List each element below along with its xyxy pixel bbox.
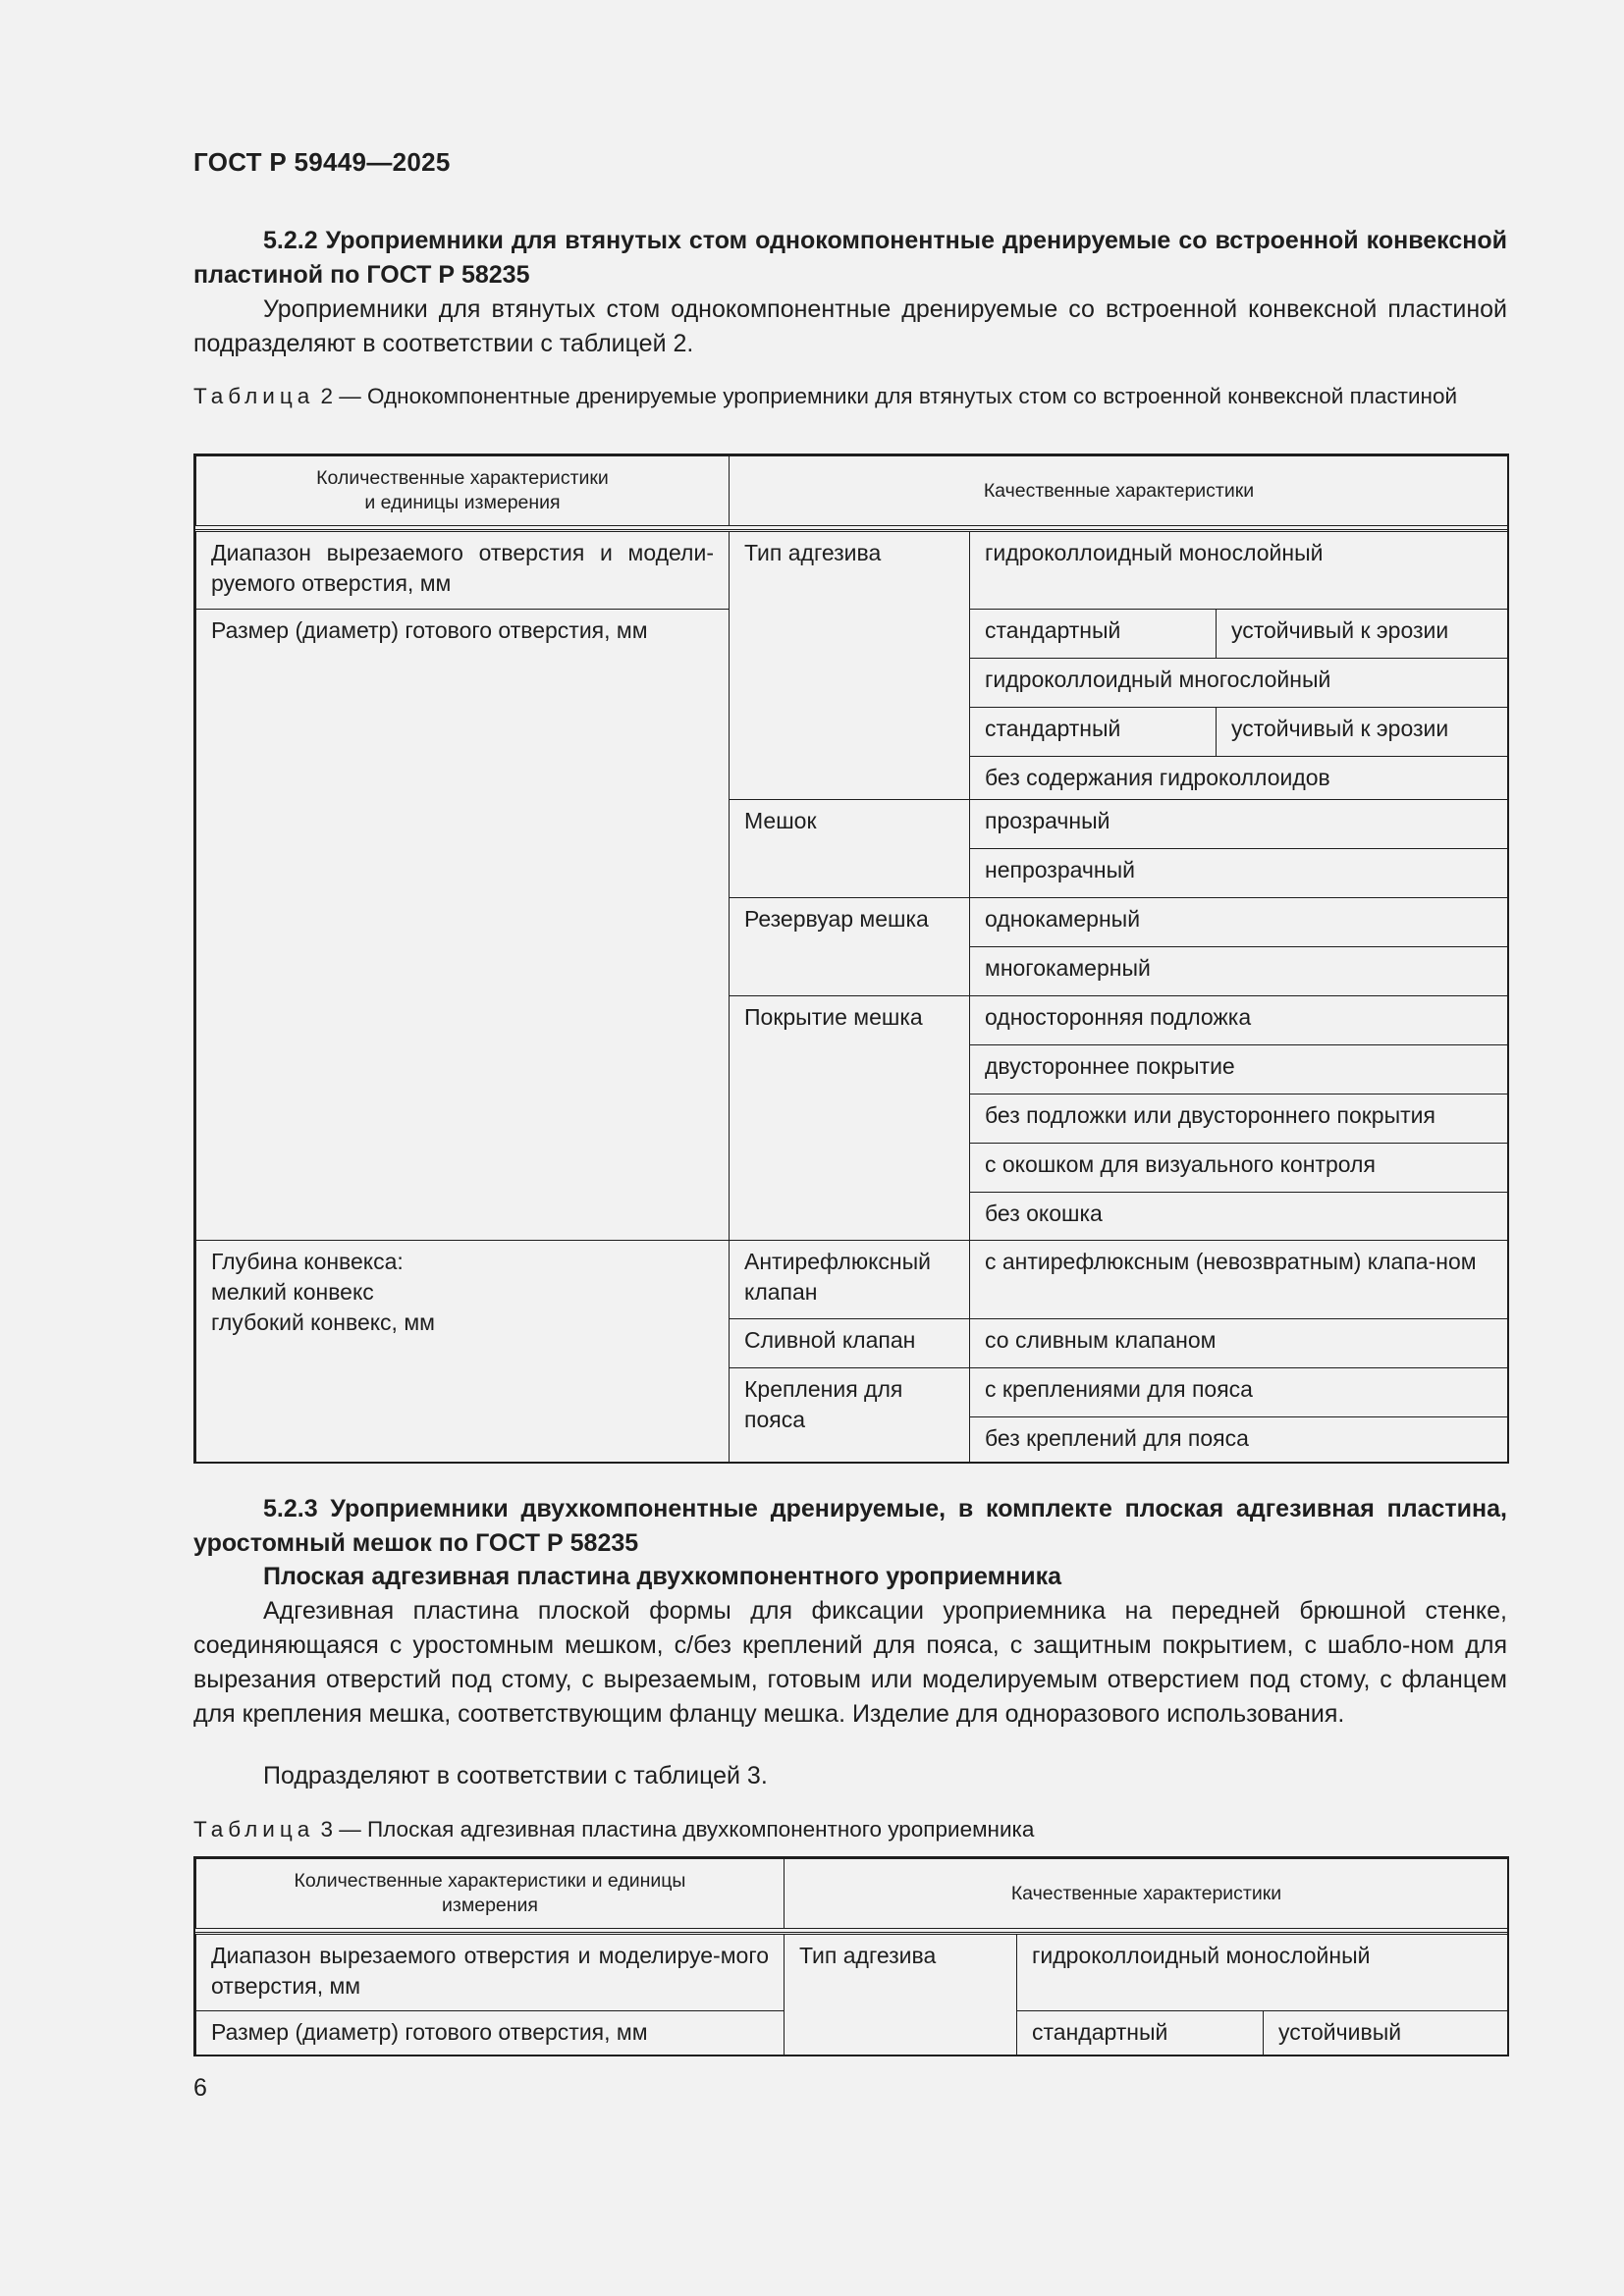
table-2-caption-word: Таблица xyxy=(193,384,315,408)
page-number: 6 xyxy=(193,2074,207,2102)
table-3-quant-cell: Диапазон вырезаемого отверстия и моделируе-мого отверстия, мм xyxy=(195,1934,785,2011)
table-2-value-cell: без подложки или двустороннего покрытия xyxy=(969,1094,1509,1144)
table-2-value-cell: со сливным клапаном xyxy=(969,1318,1509,1368)
table-2-value-cell: устойчивый к эрозии xyxy=(1216,609,1509,659)
table-2-value-cell: устойчивый к эрозии xyxy=(1216,707,1509,757)
table-2-value-cell: стандартный xyxy=(969,707,1217,757)
table-2-quant-cell: Глубина конвекса: мелкий конвекс глубокий конвекс, мм xyxy=(195,1240,730,1464)
table-2-header-qualitative: Качественные характеристики xyxy=(729,455,1509,526)
table-2-group-cell: Мешок xyxy=(729,799,970,898)
table-3-value-cell: устойчивый xyxy=(1263,2010,1509,2056)
table-3-caption-word: Таблица xyxy=(193,1817,315,1842)
table-3-group-cell: Тип адгезива xyxy=(784,1934,1017,2056)
section-5-2-2-body: Уроприемники для втянутых стом однокомпонентные дренируемые со встроенной конвексной пластиной подразделяют в соответствии с таблицей 2. xyxy=(193,295,1507,357)
table-3-value-cell: стандартный xyxy=(1016,2010,1264,2056)
table-2-group-cell: Покрытие мешка xyxy=(729,995,970,1241)
table-2-group-cell: Антирефлюксный клапан xyxy=(729,1240,970,1319)
table-2-quant-cell: Диапазон вырезаемого отверстия и модели-руемого отверстия, мм xyxy=(195,531,730,610)
table-2-header-divider xyxy=(195,529,1509,530)
section-5-2-2-heading: 5.2.2 Уроприемники для втянутых стом однокомпонентные дренируемые со встроенной конвексной пластиной по ГОСТ Р 58235 xyxy=(193,227,1507,289)
table-2-value-cell: с антирефлюксным (невозвратным) клапа-ном xyxy=(969,1240,1509,1319)
table-2-group-cell: Крепления для пояса xyxy=(729,1367,970,1464)
table-2-value-cell: однокамерный xyxy=(969,897,1509,947)
table-2-caption-text: 2 — Однокомпонентные дренируемые уроприемники для втянутых стом со встроенной конвексной пластиной xyxy=(314,384,1458,408)
table-2-value-cell: непрозрачный xyxy=(969,848,1509,898)
table-3-quant-cell: Размер (диаметр) готового отверстия, мм xyxy=(195,2010,785,2056)
table-2-value-cell: стандартный xyxy=(969,609,1217,659)
table-3-header-divider xyxy=(195,1932,1509,1933)
section-5-2-3-heading: 5.2.3 Уроприемники двухкомпонентные дренируемые, в комплекте плоская адгезивная пластина, уростомный мешок по ГОСТ Р 58235 xyxy=(193,1495,1507,1557)
table-2-value-cell: прозрачный xyxy=(969,799,1509,849)
table-2-quant-cell: Размер (диаметр) готового отверстия, мм xyxy=(195,609,730,1241)
table-3-caption-text: 3 — Плоская адгезивная пластина двухкомпонентного уроприемника xyxy=(314,1817,1035,1842)
table-2-value-cell: без содержания гидроколлоидов xyxy=(969,756,1509,800)
table-2-group-cell: Сливной клапан xyxy=(729,1318,970,1368)
table-3-caption xyxy=(193,1814,1507,1844)
table-2-group-cell: Резервуар мешка xyxy=(729,897,970,996)
table-2-value-cell: без окошка xyxy=(969,1192,1509,1241)
table-2-value-cell: односторонняя подложка xyxy=(969,995,1509,1045)
table-3 xyxy=(193,1856,1509,2056)
table-3-header-quantitative: Количественные характеристики и единицы измерения xyxy=(195,1858,785,1929)
table-3-header-qualitative: Качественные характеристики xyxy=(784,1858,1509,1929)
table-2-value-cell: гидроколлоидный монослойный xyxy=(969,531,1509,610)
section-5-2-3-subheading: Плоская адгезивная пластина двухкомпонентного уроприемника xyxy=(263,1563,1062,1590)
document-header: ГОСТ Р 59449—2025 xyxy=(193,147,451,177)
table-2-value-cell: без креплений для пояса xyxy=(969,1416,1509,1464)
table-2 xyxy=(193,454,1509,1464)
section-5-2-3-body-2: Подразделяют в соответствии с таблицей 3. xyxy=(263,1762,768,1789)
table-2-group-cell: Тип адгезива xyxy=(729,531,970,800)
table-2-value-cell: двустороннее покрытие xyxy=(969,1044,1509,1095)
table-2-value-cell: с окошком для визуального контроля xyxy=(969,1143,1509,1193)
table-2-value-cell: с креплениями для пояса xyxy=(969,1367,1509,1417)
table-2-value-cell: многокамерный xyxy=(969,946,1509,996)
table-2-value-cell: гидроколлоидный многослойный xyxy=(969,658,1509,708)
table-2-header-quantitative: Количественные характеристики и единицы измерения xyxy=(195,455,730,526)
table-2-caption xyxy=(193,381,1507,411)
table-3-value-cell: гидроколлоидный монослойный xyxy=(1016,1934,1509,2011)
section-5-2-3-body: Адгезивная пластина плоской формы для фиксации уроприемника на передней брюшной стенке, соединяющаяся с уростомным мешком, с/без креплений для пояса, с защитным покрытием, с шабло-ном для вырезания отверстий под стому, с вырезаемым, готовым или моделируемым отверстием под стому, с фланцем для крепления мешка, соответствующим фланцу мешка. Изделие для одноразового использования. xyxy=(193,1597,1507,1728)
